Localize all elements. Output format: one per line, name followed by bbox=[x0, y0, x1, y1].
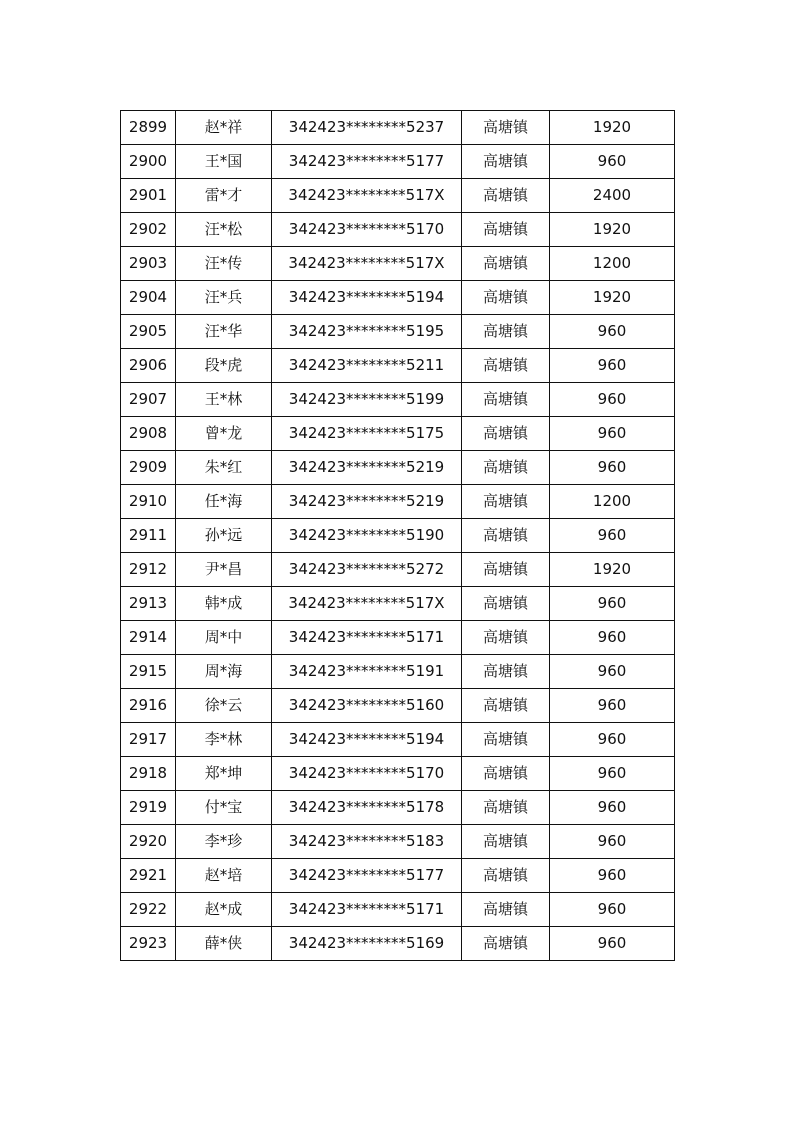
table-row bbox=[121, 825, 675, 859]
person-name-cell: 王*国 bbox=[176, 145, 272, 179]
masked-id-number-cell: 342423********5195 bbox=[272, 315, 462, 349]
masked-id-number-cell: 342423********5169 bbox=[272, 927, 462, 961]
masked-id-number-cell: 342423********5272 bbox=[272, 553, 462, 587]
row-number-cell: 2911 bbox=[121, 519, 176, 553]
town-name-cell: 高塘镇 bbox=[462, 247, 550, 281]
table-row bbox=[121, 213, 675, 247]
town-name-cell: 高塘镇 bbox=[462, 179, 550, 213]
table-row bbox=[121, 723, 675, 757]
person-name-cell: 周*海 bbox=[176, 655, 272, 689]
town-name-cell: 高塘镇 bbox=[462, 689, 550, 723]
table-row bbox=[121, 349, 675, 383]
row-number-cell: 2903 bbox=[121, 247, 176, 281]
town-name-cell: 高塘镇 bbox=[462, 825, 550, 859]
amount-value-cell: 960 bbox=[550, 315, 675, 349]
masked-id-number-cell: 342423********5171 bbox=[272, 893, 462, 927]
table-row bbox=[121, 859, 675, 893]
table-row bbox=[121, 247, 675, 281]
amount-value-cell: 2400 bbox=[550, 179, 675, 213]
person-name-cell: 孙*远 bbox=[176, 519, 272, 553]
person-name-cell: 尹*昌 bbox=[176, 553, 272, 587]
row-number-cell: 2900 bbox=[121, 145, 176, 179]
masked-id-number-cell: 342423********5190 bbox=[272, 519, 462, 553]
table-row bbox=[121, 519, 675, 553]
table-row bbox=[121, 621, 675, 655]
town-name-cell: 高塘镇 bbox=[462, 111, 550, 145]
table-row bbox=[121, 179, 675, 213]
row-number-cell: 2918 bbox=[121, 757, 176, 791]
masked-id-number-cell: 342423********5171 bbox=[272, 621, 462, 655]
person-name-cell: 周*中 bbox=[176, 621, 272, 655]
row-number-cell: 2915 bbox=[121, 655, 176, 689]
town-name-cell: 高塘镇 bbox=[462, 757, 550, 791]
masked-id-number-cell: 342423********517X bbox=[272, 587, 462, 621]
person-name-cell: 郑*坤 bbox=[176, 757, 272, 791]
town-name-cell: 高塘镇 bbox=[462, 417, 550, 451]
table-row bbox=[121, 417, 675, 451]
amount-value-cell: 960 bbox=[550, 825, 675, 859]
person-name-cell: 李*珍 bbox=[176, 825, 272, 859]
town-name-cell: 高塘镇 bbox=[462, 145, 550, 179]
amount-value-cell: 960 bbox=[550, 587, 675, 621]
town-name-cell: 高塘镇 bbox=[462, 349, 550, 383]
table-row bbox=[121, 315, 675, 349]
town-name-cell: 高塘镇 bbox=[462, 587, 550, 621]
masked-id-number-cell: 342423********5219 bbox=[272, 485, 462, 519]
row-number-cell: 2899 bbox=[121, 111, 176, 145]
table-row bbox=[121, 757, 675, 791]
amount-value-cell: 960 bbox=[550, 927, 675, 961]
masked-id-number-cell: 342423********5170 bbox=[272, 757, 462, 791]
person-name-cell: 朱*红 bbox=[176, 451, 272, 485]
table-row bbox=[121, 111, 675, 145]
table-row bbox=[121, 927, 675, 961]
row-number-cell: 2914 bbox=[121, 621, 176, 655]
town-name-cell: 高塘镇 bbox=[462, 723, 550, 757]
row-number-cell: 2908 bbox=[121, 417, 176, 451]
amount-value-cell: 960 bbox=[550, 383, 675, 417]
masked-id-number-cell: 342423********5199 bbox=[272, 383, 462, 417]
row-number-cell: 2901 bbox=[121, 179, 176, 213]
amount-value-cell: 1920 bbox=[550, 111, 675, 145]
town-name-cell: 高塘镇 bbox=[462, 485, 550, 519]
table-row bbox=[121, 383, 675, 417]
amount-value-cell: 1200 bbox=[550, 485, 675, 519]
row-number-cell: 2910 bbox=[121, 485, 176, 519]
amount-value-cell: 960 bbox=[550, 791, 675, 825]
amount-value-cell: 1920 bbox=[550, 553, 675, 587]
roster-table bbox=[120, 110, 675, 961]
town-name-cell: 高塘镇 bbox=[462, 621, 550, 655]
row-number-cell: 2922 bbox=[121, 893, 176, 927]
table-row bbox=[121, 485, 675, 519]
amount-value-cell: 960 bbox=[550, 417, 675, 451]
amount-value-cell: 960 bbox=[550, 689, 675, 723]
masked-id-number-cell: 342423********5211 bbox=[272, 349, 462, 383]
masked-id-number-cell: 342423********5237 bbox=[272, 111, 462, 145]
amount-value-cell: 960 bbox=[550, 451, 675, 485]
masked-id-number-cell: 342423********5183 bbox=[272, 825, 462, 859]
table-row bbox=[121, 689, 675, 723]
amount-value-cell: 960 bbox=[550, 859, 675, 893]
row-number-cell: 2920 bbox=[121, 825, 176, 859]
masked-id-number-cell: 342423********517X bbox=[272, 247, 462, 281]
masked-id-number-cell: 342423********517X bbox=[272, 179, 462, 213]
row-number-cell: 2916 bbox=[121, 689, 176, 723]
masked-id-number-cell: 342423********5170 bbox=[272, 213, 462, 247]
masked-id-number-cell: 342423********5177 bbox=[272, 859, 462, 893]
row-number-cell: 2912 bbox=[121, 553, 176, 587]
row-number-cell: 2909 bbox=[121, 451, 176, 485]
row-number-cell: 2921 bbox=[121, 859, 176, 893]
amount-value-cell: 960 bbox=[550, 757, 675, 791]
person-name-cell: 王*林 bbox=[176, 383, 272, 417]
row-number-cell: 2906 bbox=[121, 349, 176, 383]
town-name-cell: 高塘镇 bbox=[462, 927, 550, 961]
table-row bbox=[121, 451, 675, 485]
row-number-cell: 2923 bbox=[121, 927, 176, 961]
row-number-cell: 2902 bbox=[121, 213, 176, 247]
table-row bbox=[121, 145, 675, 179]
amount-value-cell: 960 bbox=[550, 893, 675, 927]
amount-value-cell: 960 bbox=[550, 655, 675, 689]
town-name-cell: 高塘镇 bbox=[462, 519, 550, 553]
person-name-cell: 汪*华 bbox=[176, 315, 272, 349]
amount-value-cell: 960 bbox=[550, 349, 675, 383]
person-name-cell: 汪*兵 bbox=[176, 281, 272, 315]
town-name-cell: 高塘镇 bbox=[462, 859, 550, 893]
row-number-cell: 2904 bbox=[121, 281, 176, 315]
row-number-cell: 2917 bbox=[121, 723, 176, 757]
person-name-cell: 雷*才 bbox=[176, 179, 272, 213]
person-name-cell: 薛*侠 bbox=[176, 927, 272, 961]
masked-id-number-cell: 342423********5178 bbox=[272, 791, 462, 825]
table-row bbox=[121, 281, 675, 315]
table-row bbox=[121, 893, 675, 927]
person-name-cell: 赵*培 bbox=[176, 859, 272, 893]
table-row bbox=[121, 553, 675, 587]
masked-id-number-cell: 342423********5191 bbox=[272, 655, 462, 689]
roster-table-body bbox=[121, 111, 675, 961]
row-number-cell: 2905 bbox=[121, 315, 176, 349]
masked-id-number-cell: 342423********5194 bbox=[272, 281, 462, 315]
amount-value-cell: 1920 bbox=[550, 281, 675, 315]
table-row bbox=[121, 791, 675, 825]
masked-id-number-cell: 342423********5194 bbox=[272, 723, 462, 757]
table-row bbox=[121, 587, 675, 621]
town-name-cell: 高塘镇 bbox=[462, 383, 550, 417]
amount-value-cell: 960 bbox=[550, 621, 675, 655]
person-name-cell: 赵*祥 bbox=[176, 111, 272, 145]
person-name-cell: 李*林 bbox=[176, 723, 272, 757]
person-name-cell: 赵*成 bbox=[176, 893, 272, 927]
masked-id-number-cell: 342423********5160 bbox=[272, 689, 462, 723]
person-name-cell: 汪*传 bbox=[176, 247, 272, 281]
amount-value-cell: 960 bbox=[550, 723, 675, 757]
row-number-cell: 2907 bbox=[121, 383, 176, 417]
town-name-cell: 高塘镇 bbox=[462, 451, 550, 485]
town-name-cell: 高塘镇 bbox=[462, 553, 550, 587]
person-name-cell: 曾*龙 bbox=[176, 417, 272, 451]
town-name-cell: 高塘镇 bbox=[462, 281, 550, 315]
town-name-cell: 高塘镇 bbox=[462, 893, 550, 927]
row-number-cell: 2919 bbox=[121, 791, 176, 825]
amount-value-cell: 960 bbox=[550, 145, 675, 179]
masked-id-number-cell: 342423********5177 bbox=[272, 145, 462, 179]
town-name-cell: 高塘镇 bbox=[462, 655, 550, 689]
amount-value-cell: 1920 bbox=[550, 213, 675, 247]
person-name-cell: 徐*云 bbox=[176, 689, 272, 723]
town-name-cell: 高塘镇 bbox=[462, 213, 550, 247]
town-name-cell: 高塘镇 bbox=[462, 791, 550, 825]
person-name-cell: 汪*松 bbox=[176, 213, 272, 247]
masked-id-number-cell: 342423********5175 bbox=[272, 417, 462, 451]
table-row bbox=[121, 655, 675, 689]
row-number-cell: 2913 bbox=[121, 587, 176, 621]
person-name-cell: 付*宝 bbox=[176, 791, 272, 825]
person-name-cell: 韩*成 bbox=[176, 587, 272, 621]
amount-value-cell: 960 bbox=[550, 519, 675, 553]
masked-id-number-cell: 342423********5219 bbox=[272, 451, 462, 485]
person-name-cell: 段*虎 bbox=[176, 349, 272, 383]
person-name-cell: 任*海 bbox=[176, 485, 272, 519]
town-name-cell: 高塘镇 bbox=[462, 315, 550, 349]
amount-value-cell: 1200 bbox=[550, 247, 675, 281]
